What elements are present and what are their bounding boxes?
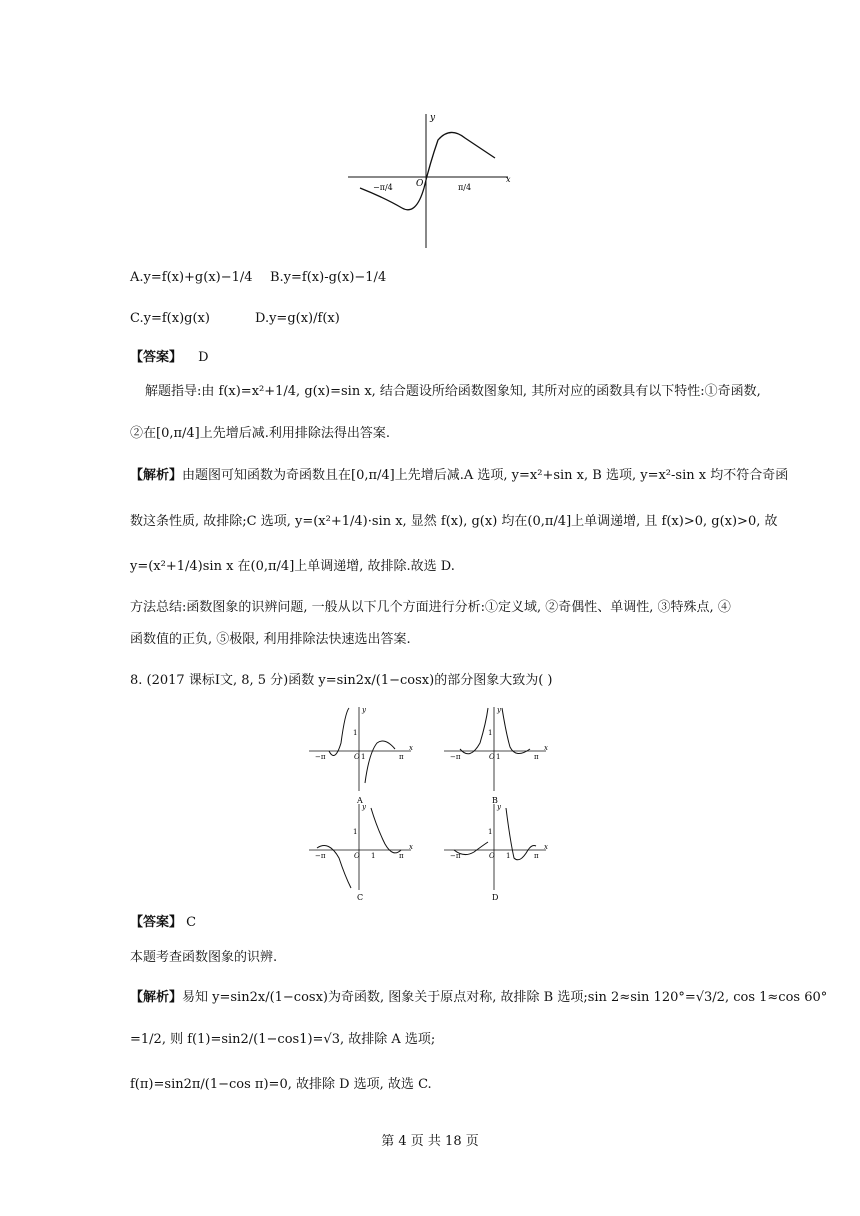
svg-text:π: π [399, 753, 404, 761]
q8-analysis-tag: 【解析】 [130, 990, 183, 1005]
svg-text:−π: −π [450, 852, 461, 860]
svg-text:O: O [354, 852, 360, 860]
top-function-graph [340, 108, 520, 253]
graph-origin-label: O [416, 179, 424, 189]
svg-text:y: y [362, 706, 366, 714]
svg-text:1: 1 [488, 828, 493, 836]
q8-analysis-line-1: 易知 y=sin2x/(1−cosx)为奇函数, 图象关于原点对称, 故排除 B 选项;sin 2≈sin 120°=√3/2, cos 1≈cos 60° [182, 990, 828, 1005]
answer-value: D [198, 350, 209, 365]
q8-label-a: A [357, 796, 363, 805]
q8-answer-value: C [186, 915, 197, 930]
svg-text:1: 1 [506, 852, 511, 860]
svg-text:−π: −π [315, 852, 326, 860]
svg-text:y: y [497, 706, 501, 714]
q8-stem: 8. (2017 课标Ⅰ文, 8, 5 分)函数 y=sin2x/(1−cosx)的部分图象大致为( ) [130, 673, 553, 688]
svg-text:1: 1 [353, 729, 358, 737]
analysis-line-1: 由题图可知函数为奇函数且在[0,π/4]上先增后减.A 选项, y=x²+sin x, B 选项, y=x²-sin x 均不符合奇函 [182, 468, 789, 483]
method-line-1: 方法总结:函数图象的识辨问题, 一般从以下几个方面进行分析:①定义域, ②奇偶性、单调性, ③特殊点, ④ [130, 600, 731, 615]
q8-graph-d [440, 800, 550, 902]
analysis-line-2: 数这条性质, 故排除;C 选项, y=(x²+1/4)·sin x, 显然 f(x), g(x) 均在(0,π/4]上单调递增, 且 f(x)>0, g(x)>0, 故 [130, 514, 778, 529]
method-line-2: 函数值的正负, ⑤极限, 利用排除法快速选出答案. [130, 632, 411, 647]
q8-analysis-line-3: f(π)=sin2π/(1−cos π)=0, 故排除 D 选项, 故选 C. [130, 1077, 432, 1092]
svg-text:O: O [354, 753, 360, 761]
q8-label-b: B [492, 796, 498, 805]
q8-graph-c [305, 800, 415, 902]
graph-y-label: y [430, 113, 436, 123]
q8-analysis-line-2: =1/2, 则 f(1)=sin2/(1−cos1)=√3, 故排除 A 选项; [130, 1032, 436, 1047]
q8-label-c: C [357, 893, 364, 902]
hint-line-2: ②在[0,π/4]上先增后减.利用排除法得出答案. [130, 426, 391, 441]
svg-text:π: π [399, 852, 404, 860]
analysis-line-3: y=(x²+1/4)sin x 在(0,π/4]上单调递增, 故排除.故选 D. [130, 559, 455, 574]
svg-text:π: π [534, 852, 539, 860]
svg-text:1: 1 [353, 828, 358, 836]
q8-label-d: D [492, 893, 499, 902]
option-c: C.y=f(x)g(x) [130, 311, 210, 326]
svg-text:y: y [362, 803, 366, 811]
graph-x-label: x [506, 175, 511, 184]
option-b: B.y=f(x)-g(x)−1/4 [270, 270, 387, 285]
svg-text:O: O [489, 753, 495, 761]
svg-text:x: x [544, 744, 548, 752]
svg-text:x: x [544, 843, 548, 851]
answer-tag: 【答案】 [130, 350, 183, 365]
svg-text:x: x [409, 843, 413, 851]
hint-line-1: 解题指导:由 f(x)=x²+1/4, g(x)=sin x, 结合题设所给函数图象知, 其所对应的函数具有以下特性:①奇函数, [145, 384, 761, 399]
svg-text:O: O [489, 852, 495, 860]
graph-right-tick: π/4 [458, 183, 472, 192]
svg-text:1: 1 [371, 852, 376, 860]
analysis-tag: 【解析】 [130, 468, 183, 483]
svg-text:x: x [409, 744, 413, 752]
graph-left-tick: −π/4 [373, 183, 393, 192]
option-a: A.y=f(x)+g(x)−1/4 [130, 270, 253, 285]
q8-topic: 本题考查函数图象的识辨. [130, 950, 278, 965]
svg-text:π: π [534, 753, 539, 761]
svg-text:1: 1 [496, 753, 501, 761]
svg-text:y: y [497, 803, 501, 811]
q8-answer-tag: 【答案】 [130, 915, 183, 930]
page-footer: 第 4 页 共 18 页 [381, 1134, 479, 1149]
q8-graph-b [440, 703, 550, 805]
svg-text:−π: −π [450, 753, 461, 761]
svg-text:1: 1 [488, 729, 493, 737]
svg-text:−π: −π [315, 753, 326, 761]
option-d: D.y=g(x)/f(x) [255, 311, 340, 326]
svg-text:1: 1 [361, 753, 366, 761]
q8-graph-a [305, 703, 415, 805]
